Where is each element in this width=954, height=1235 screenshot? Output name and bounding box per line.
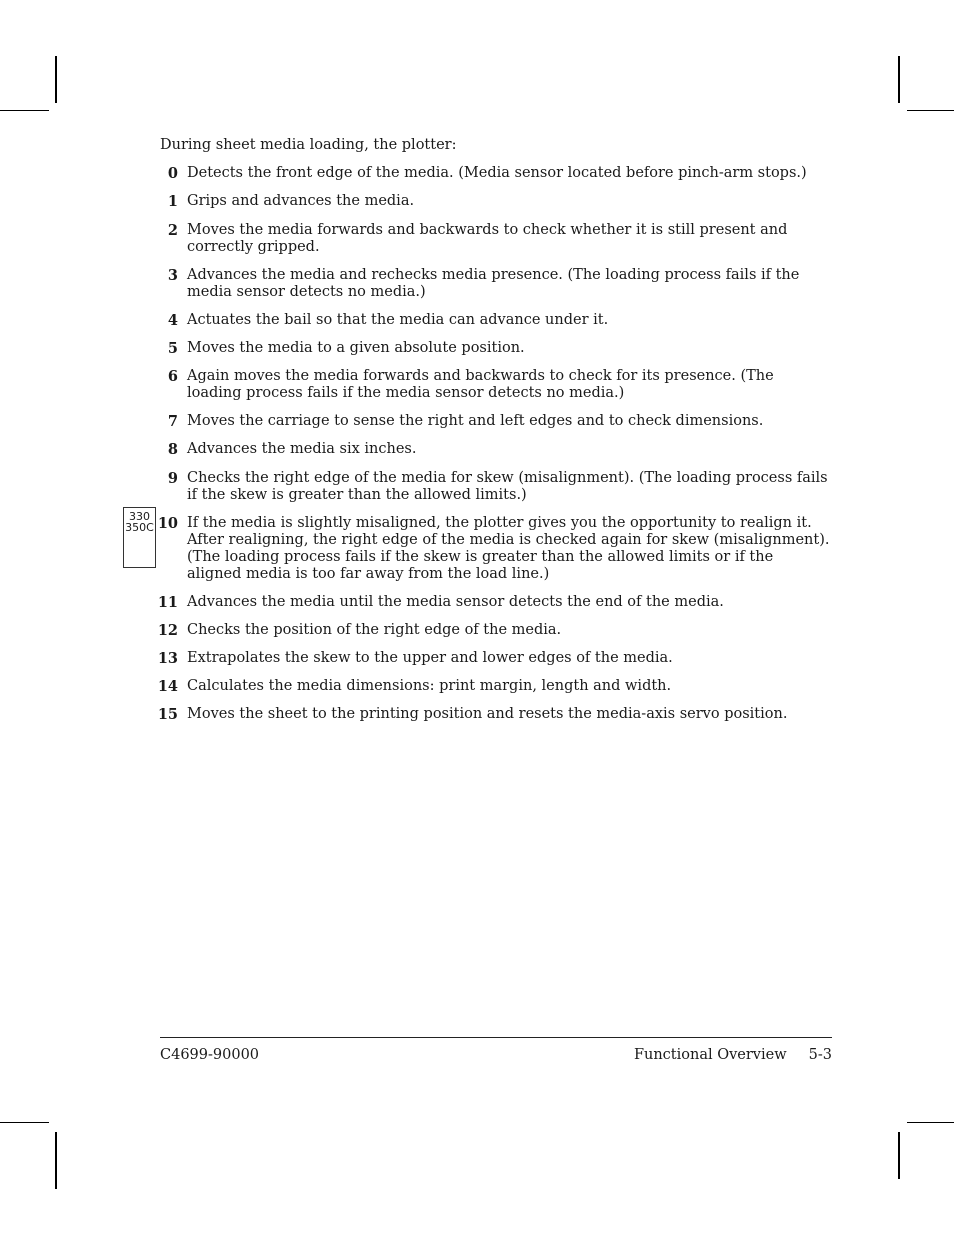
step-text: Again moves the media forwards and backwards to check for its presence. (The loading process fails if the media sensor detects no media.) [187,368,774,401]
list-item [150,515,830,583]
step-text: Calculates the media dimensions: print margin, length and width. [187,678,672,694]
step-number: 10 [157,515,178,532]
step-number: 11 [157,594,178,611]
step-number: 0 [167,165,178,182]
step-text: Checks the right edge of the media for skew (misalignment). (The loading process fails if the skew is greater than the allowed limits.) [187,470,828,503]
step-number: 7 [167,413,178,430]
crop-mark [0,110,49,111]
step-text: Moves the carriage to sense the right and left edges and to check dimensions. [187,413,764,429]
list-item [150,594,830,611]
list-item [150,413,830,430]
footer-section-info [634,1047,832,1064]
step-number: 3 [167,267,178,284]
list-item [150,267,830,301]
step-text: If the media is slightly misaligned, the plotter gives you the opportunity to realign it. After realigning, the right edge of the media is checked again for skew (misalignment). (The loading process fails if the skew is greater than the allowed limits or if the aligned media is too far away from the load line.) [187,515,830,582]
step-number: 9 [167,470,178,487]
step-text: Advances the media six inches. [187,441,417,457]
step-number: 13 [157,650,178,667]
list-item [150,441,830,458]
step-text: Detects the front edge of the media. (Media sensor located before pinch-arm stops.) [187,165,807,181]
model-applicability-tag [123,507,156,568]
page-number: 5-3 [808,1047,832,1063]
list-item [150,706,830,723]
step-text: Moves the sheet to the printing position and resets the media-axis servo position. [187,706,788,722]
section-title: Functional Overview [633,1047,787,1063]
step-text: Extrapolates the skew to the upper and lower edges of the media. [187,650,673,666]
list-item [150,312,830,329]
list-item [150,222,830,256]
crop-mark [907,1122,954,1123]
step-text: Actuates the bail so that the media can advance under it. [187,312,609,328]
list-item [150,165,830,182]
step-text: Checks the position of the right edge of the media. [187,622,562,638]
step-number: 2 [167,222,178,239]
intro-text: During sheet media loading, the plotter: [160,137,457,153]
crop-mark [907,110,954,111]
crop-mark [898,1132,900,1179]
step-number: 15 [157,706,178,723]
list-item [150,193,830,210]
step-text: Advances the media until the media sensor detects the end of the media. [187,594,724,610]
crop-mark [898,56,900,103]
crop-mark [55,56,57,103]
list-item [150,368,830,402]
step-text: Moves the media forwards and backwards to check whether it is still present and correctly gripped. [187,222,788,255]
list-item [150,650,830,667]
step-number: 14 [157,678,178,695]
crop-mark [55,1132,57,1189]
model-tag-line: 350C [125,521,154,534]
step-text: Moves the media to a given absolute position. [187,340,525,356]
step-number: 12 [157,622,178,639]
list-item [150,678,830,695]
step-number: 6 [167,368,178,385]
list-item [150,340,830,357]
crop-mark [0,1122,49,1123]
doc-number: C4699-90000 [160,1047,260,1063]
step-number: 8 [167,441,178,458]
step-list [150,165,830,723]
footer-divider [160,1037,832,1038]
step-number: 1 [167,193,178,210]
list-item [150,622,830,639]
step-text: Grips and advances the media. [187,193,415,209]
list-item [150,470,830,504]
model-tag-line: 330 [129,510,150,523]
step-number: 5 [167,340,178,357]
step-text: Advances the media and rechecks media presence. (The loading process fails if the media sensor detects no media.) [187,267,800,300]
step-number: 4 [167,312,178,329]
